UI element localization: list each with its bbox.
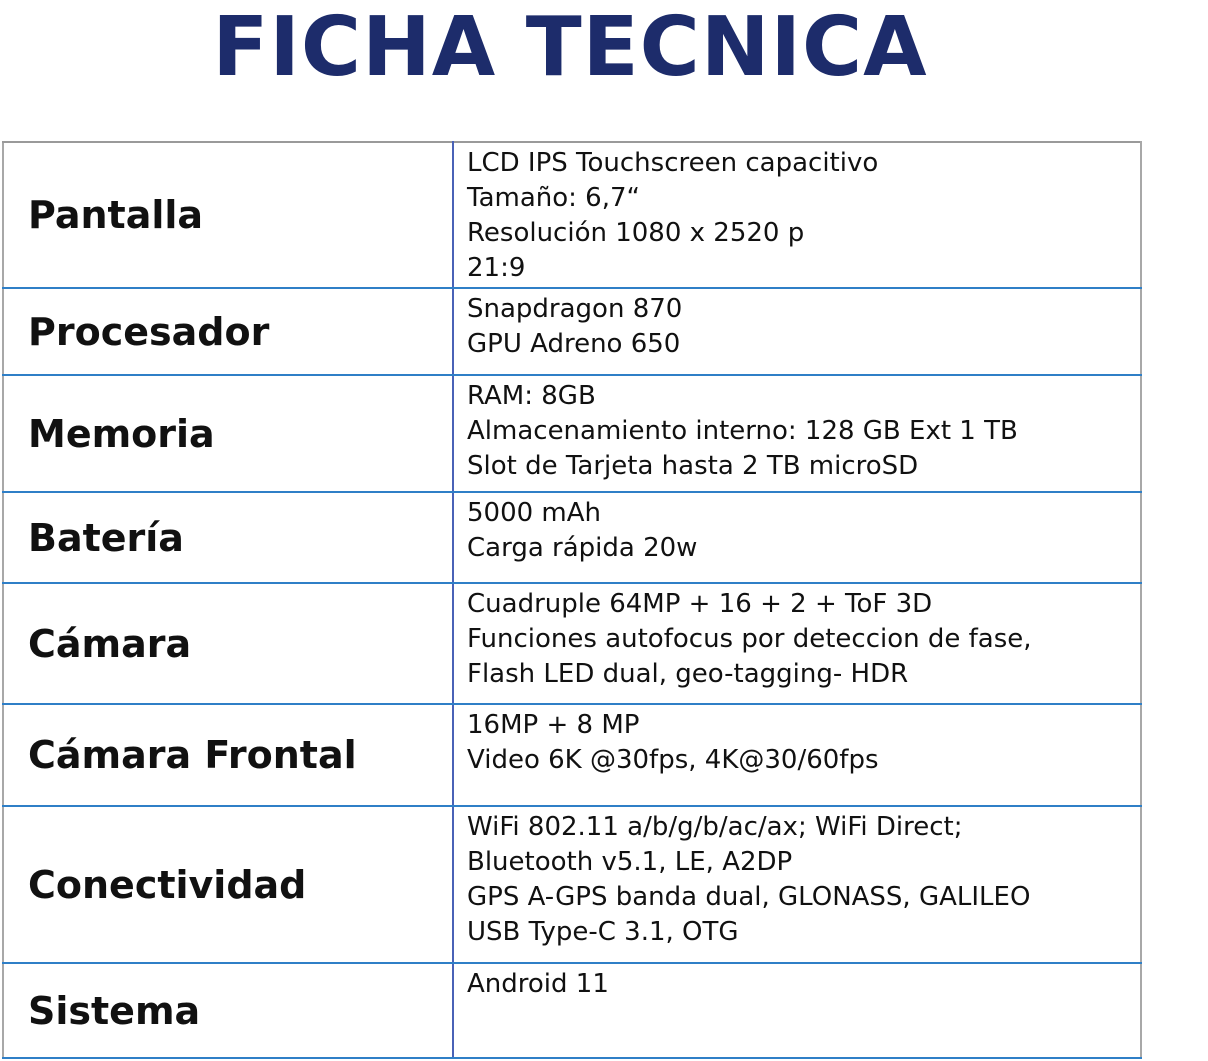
spec-label: Memoria — [3, 375, 453, 492]
spec-value-line: Snapdragon 870 — [467, 294, 683, 324]
spec-label: Conectividad — [3, 806, 453, 963]
spec-value-line: 21:9 — [467, 253, 526, 283]
spec-value-line: 5000 mAh — [467, 498, 602, 528]
spec-value-line: GPS A-GPS banda dual, GLONASS, GALILEO — [467, 882, 1031, 912]
spec-value-line: Funciones autofocus por deteccion de fase, — [467, 624, 1032, 654]
spec-value-line: GPU Adreno 650 — [467, 329, 681, 359]
spec-value-line: Slot de Tarjeta hasta 2 TB microSD — [467, 451, 919, 481]
spec-value — [453, 583, 1141, 704]
spec-label: Cámara Frontal — [3, 704, 453, 806]
spec-value-line: Flash LED dual, geo-tagging- HDR — [467, 659, 909, 689]
spec-value-line: Android 11 — [467, 969, 609, 999]
spec-label: Batería — [3, 492, 453, 583]
spec-value-line: Resolución 1080 x 2520 p — [467, 218, 805, 248]
spec-value-line: Video 6K @30fps, 4K@30/60fps — [467, 745, 879, 775]
spec-value-line: RAM: 8GB — [467, 381, 596, 411]
spec-row-memoria — [3, 375, 1141, 492]
spec-row-bateria — [3, 492, 1141, 583]
spec-value-line: Almacenamiento interno: 128 GB Ext 1 TB — [467, 416, 1018, 446]
spec-row-camara — [3, 583, 1141, 704]
spec-value — [453, 963, 1141, 1058]
spec-row-sistema — [3, 963, 1141, 1058]
spec-table — [2, 141, 1142, 1059]
spec-label: Procesador — [3, 288, 453, 375]
spec-value-line: Tamaño: 6,7“ — [467, 183, 640, 213]
spec-value — [453, 142, 1141, 288]
spec-row-conectividad — [3, 806, 1141, 963]
spec-value — [453, 492, 1141, 583]
spec-value — [453, 375, 1141, 492]
spec-value-line: Carga rápida 20w — [467, 533, 698, 563]
spec-row-pantalla — [3, 142, 1141, 288]
spec-value — [453, 704, 1141, 806]
spec-value-line: Cuadruple 64MP + 16 + 2 + ToF 3D — [467, 589, 933, 619]
spec-label: Sistema — [3, 963, 453, 1058]
spec-row-camara-frontal — [3, 704, 1141, 806]
spec-value — [453, 806, 1141, 963]
spec-value-line: WiFi 802.11 a/b/g/b/ac/ax; WiFi Direct; — [467, 812, 963, 842]
spec-value-line: LCD IPS Touchscreen capacitivo — [467, 148, 879, 178]
spec-value-line: USB Type-C 3.1, OTG — [467, 917, 739, 947]
spec-row-procesador — [3, 288, 1141, 375]
spec-value — [453, 288, 1141, 375]
spec-value-line: Bluetooth v5.1, LE, A2DP — [467, 847, 793, 877]
page-title: FICHA TECNICA — [212, 0, 928, 95]
spec-value-line: 16MP + 8 MP — [467, 710, 640, 740]
spec-label: Cámara — [3, 583, 453, 704]
spec-label: Pantalla — [3, 142, 453, 288]
